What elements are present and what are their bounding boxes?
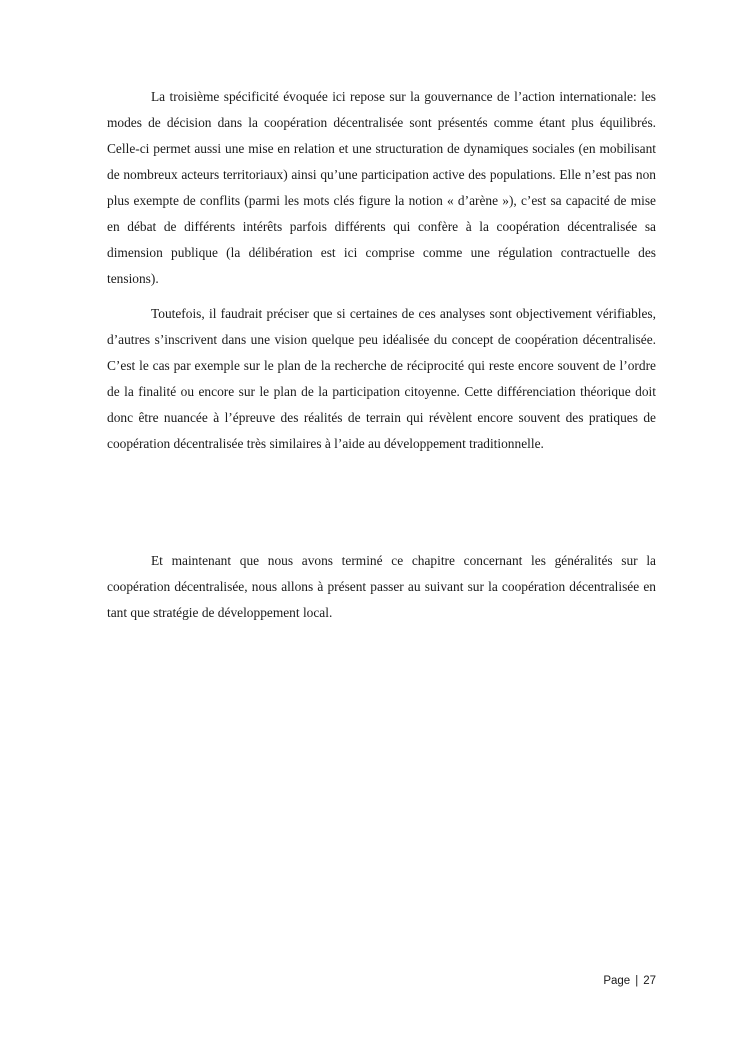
page-body <box>107 84 656 626</box>
page-label: Page <box>603 975 631 987</box>
page-number: 27 <box>643 975 656 987</box>
paragraph-toutefois: Toutefois, il faudrait préciser que si certaines de ces analyses sont objectivement vérifiables, d’autres s’inscrivent dans une vision quelque peu idéalisée du concept de coopération décentralisée. C’est le cas par exemple sur le plan de la recherche de réciprocité qui reste encore souvent de l’ordre de la finalité ou encore sur le plan de la participation citoyenne. Cette différenciation théorique doit donc être nuancée à l’épreuve des réalités de terrain qui révèlent encore souvent des pratiques de coopération décentralisée très similaires à l’aide au développement traditionnelle. <box>107 306 656 451</box>
page-footer <box>603 975 656 987</box>
footer-separator: | <box>635 975 639 987</box>
paragraph-conclusion: Et maintenant que nous avons terminé ce chapitre concernant les généralités sur la coopération décentralisée, nous allons à présent passer au suivant sur la coopération décentralisée en tant que stratégie de développement local. <box>107 553 656 620</box>
paragraph-governance: La troisième spécificité évoquée ici repose sur la gouvernance de l’action internationale: les modes de décision dans la coopération décentralisée sont présentés comme étant plus équilibrés. Celle-ci permet aussi une mise en relation et une structuration de dynamiques sociales (en mobilisant de nombreux acteurs territoriaux) ainsi qu’une participation active des populations. Elle n’est pas non plus exempte de conflits (parmi les mots clés figure la notion « d’arène »), c’est sa capacité de mise en débat de différents intérêts parfois différents qui confère à la coopération décentralisée sa dimension publique (la délibération est ici comprise comme une régulation contractuelle des tensions). <box>107 89 656 286</box>
